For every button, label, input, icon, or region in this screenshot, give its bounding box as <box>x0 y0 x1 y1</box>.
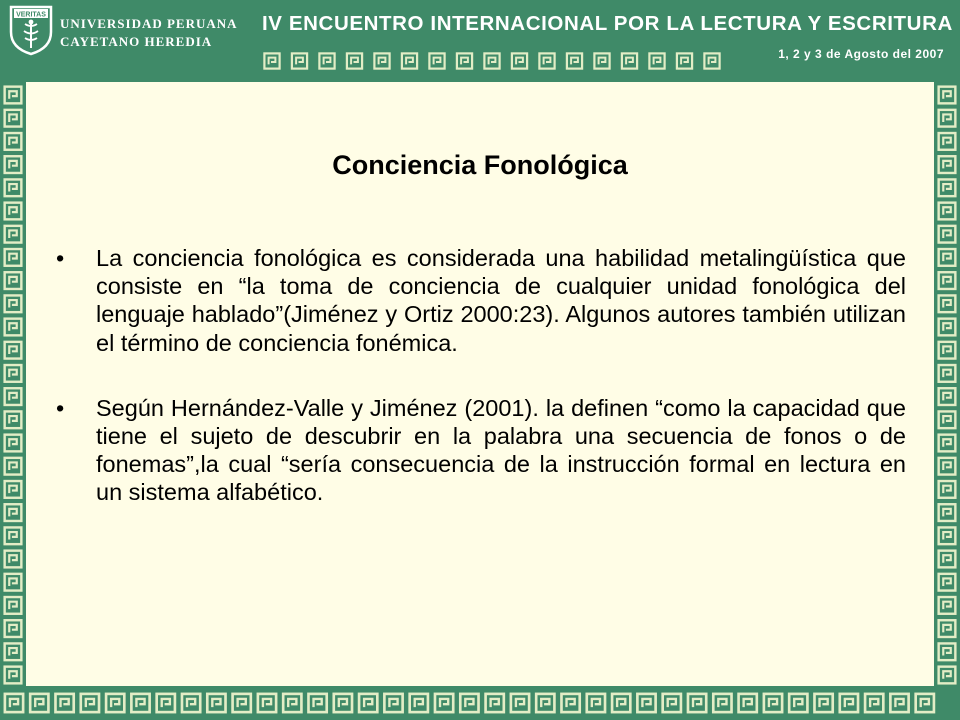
fret-tile <box>511 694 529 712</box>
fret-tile <box>5 527 22 544</box>
fret-tile <box>264 53 279 68</box>
bullet-marker: • <box>56 245 65 271</box>
fret-tile <box>594 53 609 68</box>
fret-tile <box>939 319 956 336</box>
fret-tile <box>131 694 149 712</box>
fret-tile <box>939 458 956 475</box>
fret-tile <box>484 53 499 68</box>
fret-tile <box>637 694 655 712</box>
fret-tile <box>713 694 731 712</box>
fret-tile <box>5 133 22 150</box>
bullet-list <box>56 244 906 544</box>
fret-tile <box>649 53 664 68</box>
fret-tile <box>536 694 554 712</box>
fret-tile <box>939 249 956 266</box>
event-title: IV ENCUENTRO INTERNACIONAL POR LA LECTURA Y ESCRITURA <box>262 12 953 35</box>
fret-tile <box>5 388 22 405</box>
fret-tile <box>939 87 956 104</box>
seal-text: VERITAS <box>16 11 46 19</box>
fret-tile <box>5 110 22 127</box>
fret-tile <box>704 53 719 68</box>
fret-tile <box>207 694 225 712</box>
fret-tile <box>429 53 444 68</box>
fret-tile <box>939 643 956 660</box>
fret-tile <box>5 667 22 684</box>
fret-tile <box>939 133 956 150</box>
fret-tile <box>308 694 326 712</box>
fret-tile <box>814 694 832 712</box>
fret-tile <box>865 694 883 712</box>
fret-tile <box>512 53 527 68</box>
fret-tile <box>5 458 22 475</box>
fret-tile <box>939 272 956 289</box>
university-name-line2: CAYETANO HEREDIA <box>60 34 213 49</box>
bullet-text: La conciencia fonológica es considerada una habilidad metalingüística que consiste en “la toma de conciencia de cualquier unidad fonológica del lenguaje hablado”(Jiménez y Ortiz 2000:23). Algunos autores también utilizan el término de conciencia fonémica. <box>96 245 906 356</box>
fret-tile <box>435 694 453 712</box>
fret-tile <box>283 694 301 712</box>
greek-key-fret-icon <box>262 50 732 72</box>
fret-tile <box>5 574 22 591</box>
fret-tile <box>939 342 956 359</box>
fret-tile <box>410 694 428 712</box>
fret-tile <box>789 694 807 712</box>
fret-tile <box>939 365 956 382</box>
fret-tile <box>5 643 22 660</box>
fret-tile <box>182 694 200 712</box>
fret-tile <box>5 365 22 382</box>
fret-tile <box>5 87 22 104</box>
fret-tile <box>402 53 417 68</box>
fret-tile <box>5 226 22 243</box>
header-banner <box>0 0 960 82</box>
fret-tile <box>622 53 637 68</box>
bullet-item <box>56 244 906 357</box>
fret-tile <box>612 694 630 712</box>
fret-tile <box>939 435 956 452</box>
fret-tile <box>5 249 22 266</box>
fret-tile <box>460 694 478 712</box>
fret-tile <box>374 53 389 68</box>
fret-tile <box>5 435 22 452</box>
fret-tile <box>5 504 22 521</box>
university-logo <box>6 4 256 56</box>
fret-tile <box>5 295 22 312</box>
fret-tile <box>939 411 956 428</box>
fret-tile <box>5 272 22 289</box>
university-name-line1: UNIVERSIDAD PERUANA <box>60 16 238 31</box>
fret-tile <box>457 53 472 68</box>
fret-tile <box>561 694 579 712</box>
fret-tile <box>30 694 48 712</box>
fret-tile <box>939 179 956 196</box>
fret-tile <box>840 694 858 712</box>
fret-tile <box>258 694 276 712</box>
bullet-text: Según Hernández-Valle y Jiménez (2001). la definen “como la capacidad que tiene el sujeto de descubrir en la palabra una secuencia de fonos o de fonemas”,la cual “sería consecuencia de la instrucción formal en lectura en un sistema alfabético. <box>96 394 906 506</box>
fret-tile <box>106 694 124 712</box>
bullet-marker: • <box>56 394 65 421</box>
fret-tile <box>334 694 352 712</box>
fret-tile <box>939 574 956 591</box>
fret-tile <box>233 694 251 712</box>
fret-tile <box>359 694 377 712</box>
fret-tile <box>890 694 908 712</box>
fret-tile <box>587 694 605 712</box>
fret-tile <box>939 551 956 568</box>
fret-tile <box>939 110 956 127</box>
fret-tile <box>5 203 22 220</box>
fret-tile <box>939 527 956 544</box>
fret-tile <box>347 53 362 68</box>
university-seal-icon <box>8 4 54 56</box>
fret-tile <box>939 597 956 614</box>
bottom-fret-border <box>0 686 960 720</box>
fret-tile <box>157 694 175 712</box>
fret-tile <box>939 295 956 312</box>
fret-tile <box>939 226 956 243</box>
fret-tile <box>677 53 692 68</box>
fret-tile <box>5 694 23 712</box>
fret-tile <box>916 694 934 712</box>
fret-tile <box>939 667 956 684</box>
fret-tile <box>739 694 757 712</box>
fret-tile <box>663 694 681 712</box>
fret-tile <box>939 504 956 521</box>
fret-tile <box>5 179 22 196</box>
fret-tile <box>384 694 402 712</box>
fret-tile <box>486 694 504 712</box>
fret-tile <box>688 694 706 712</box>
event-date: 1, 2 y 3 de Agosto del 2007 <box>778 47 944 61</box>
fret-tile <box>5 481 22 498</box>
fret-tile <box>5 551 22 568</box>
greek-key-fret-icon <box>0 686 960 720</box>
fret-tile <box>939 620 956 637</box>
fret-tile <box>5 342 22 359</box>
fret-tile <box>939 388 956 405</box>
fret-tile <box>81 694 99 712</box>
fret-tile <box>939 203 956 220</box>
fret-tile <box>55 694 73 712</box>
fret-tile <box>539 53 554 68</box>
bullet-item <box>56 394 906 507</box>
fret-tile <box>292 53 307 68</box>
fret-tile <box>567 53 582 68</box>
fret-tile <box>5 597 22 614</box>
fret-tile <box>5 620 22 637</box>
fret-tile <box>5 411 22 428</box>
fret-tile <box>764 694 782 712</box>
slide-title: Conciencia Fonológica <box>332 150 628 180</box>
fret-tile <box>5 319 22 336</box>
fret-tile <box>939 481 956 498</box>
fret-tile <box>319 53 334 68</box>
